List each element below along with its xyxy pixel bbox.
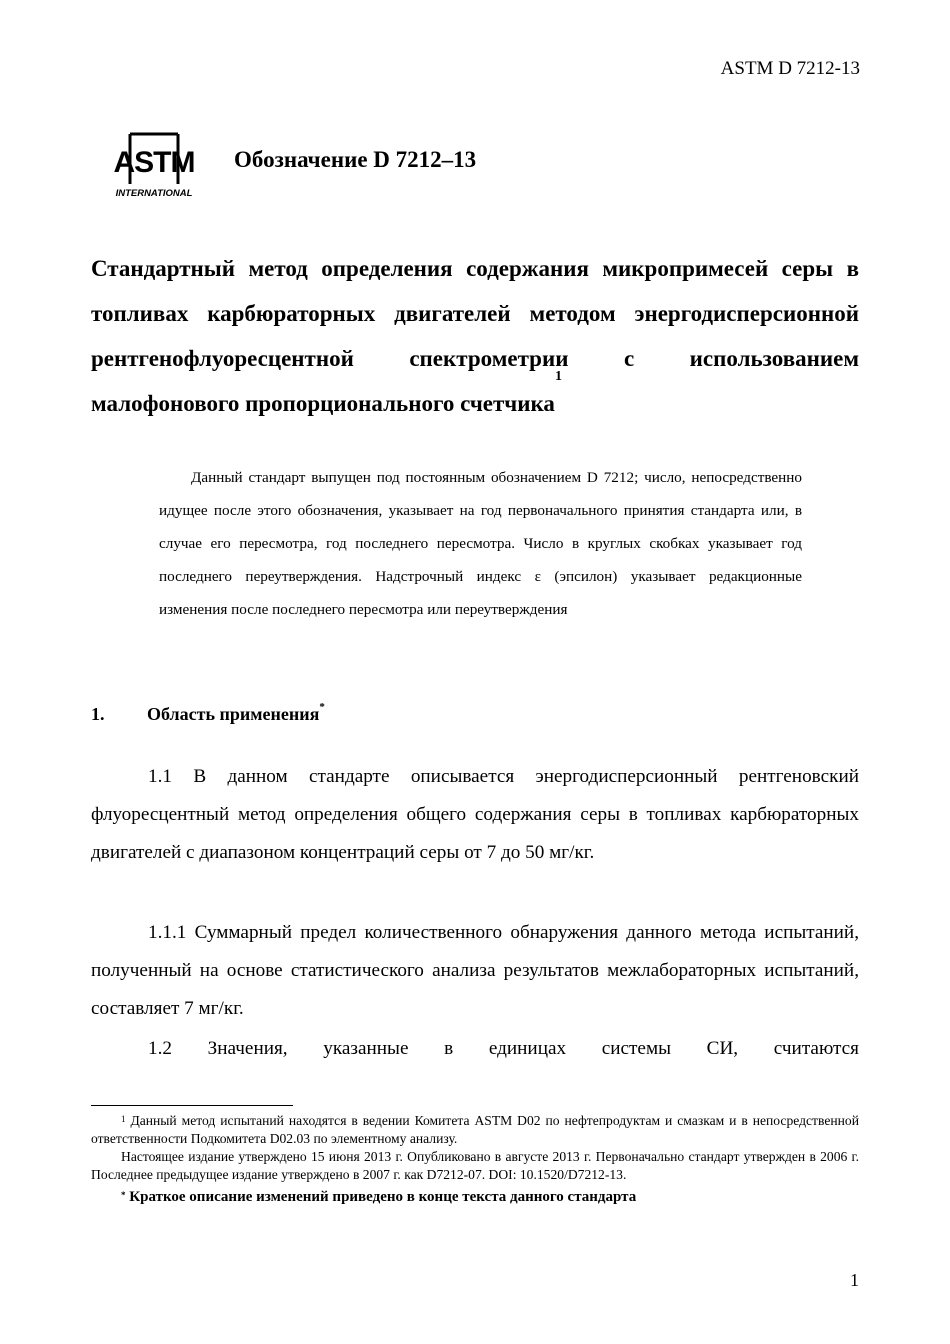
document-code-header: ASTM D 7212-13 bbox=[720, 58, 860, 79]
footnote-3 bbox=[91, 1188, 859, 1206]
footnote-3-marker: * bbox=[121, 1190, 126, 1200]
paragraph-1-1: 1.1 В данном стандарте описывается энергодисперсионный рентгеновский флуоресцентный метод определения общего содержания серы в топливах карбюраторных двигателей с диапазоном концентраций серы от 7 до 50 мг/кг. bbox=[91, 766, 859, 863]
designation-notice: Данный стандарт выпущен под постоянным обозначением D 7212; число, непосредственно идущее после этого обозначения, указывает на год первоначального принятия стандарта или, в случае его пересмотра, год последнего пересмотра. Число в круглых скобках указывает год последнего переутверждения. Надстрочный индекс ε (эпсилон) указывает редакционные изменения после последнего пересмотра или переутверждения bbox=[159, 469, 802, 618]
footnote-1-text: Данный метод испытаний находятся в ведении Комитета ASTM D02 по нефтепродуктам и смазкам и в непосредственной ответственности Подкомитета D02.03 по элементному анализу. bbox=[91, 1113, 859, 1146]
footnote-divider bbox=[91, 1105, 293, 1106]
section-heading bbox=[91, 701, 325, 725]
paragraph-1-2: 1.2 Значения, указанные в единицах системы СИ, считаются bbox=[148, 1038, 859, 1059]
document-title bbox=[91, 246, 859, 426]
astm-international-logo bbox=[112, 126, 196, 200]
page-number: 1 bbox=[850, 1270, 859, 1290]
footnotes bbox=[91, 1112, 859, 1206]
footnote-1-marker: 1 bbox=[121, 1114, 126, 1124]
paragraph-1-1-1: 1.1.1 Суммарный предел количественного обнаружения данного метода испытаний, полученный на основе статистического анализа результатов межлабораторных испытаний, составляет 7 мг/кг. bbox=[91, 922, 859, 1019]
footnote-2: Настоящее издание утверждено 15 июня 2013 г. Опубликовано в августе 2013 г. Первоначально стандарт утвержден в 2006 г. Последнее предыдущее издание утверждено в 2007 г. как D7212-07. DOI: 10.1520/D7212-13. bbox=[91, 1149, 859, 1182]
logo-wordmark: ASTM bbox=[113, 146, 195, 179]
section-title: Область применения bbox=[147, 704, 320, 724]
footnote-3-text: Краткое описание изменений приведено в конце текста данного стандарта bbox=[129, 1189, 637, 1205]
title-text: Стандартный метод определения содержания микропримесей серы в топливах карбюраторных двигателей методом энергодисперсионной рентгенофлуоресцентной спектрометрии с использованием малофонового пропорционального счетчика bbox=[91, 256, 859, 416]
logo-sublabel: INTERNATIONAL bbox=[115, 188, 193, 199]
section-marker: * bbox=[319, 701, 325, 713]
footnote-1 bbox=[91, 1112, 859, 1148]
title-footnote-ref: 1 bbox=[554, 369, 562, 384]
section-number: 1. bbox=[91, 704, 105, 724]
document-designation: Обозначение D 7212–13 bbox=[234, 147, 477, 172]
